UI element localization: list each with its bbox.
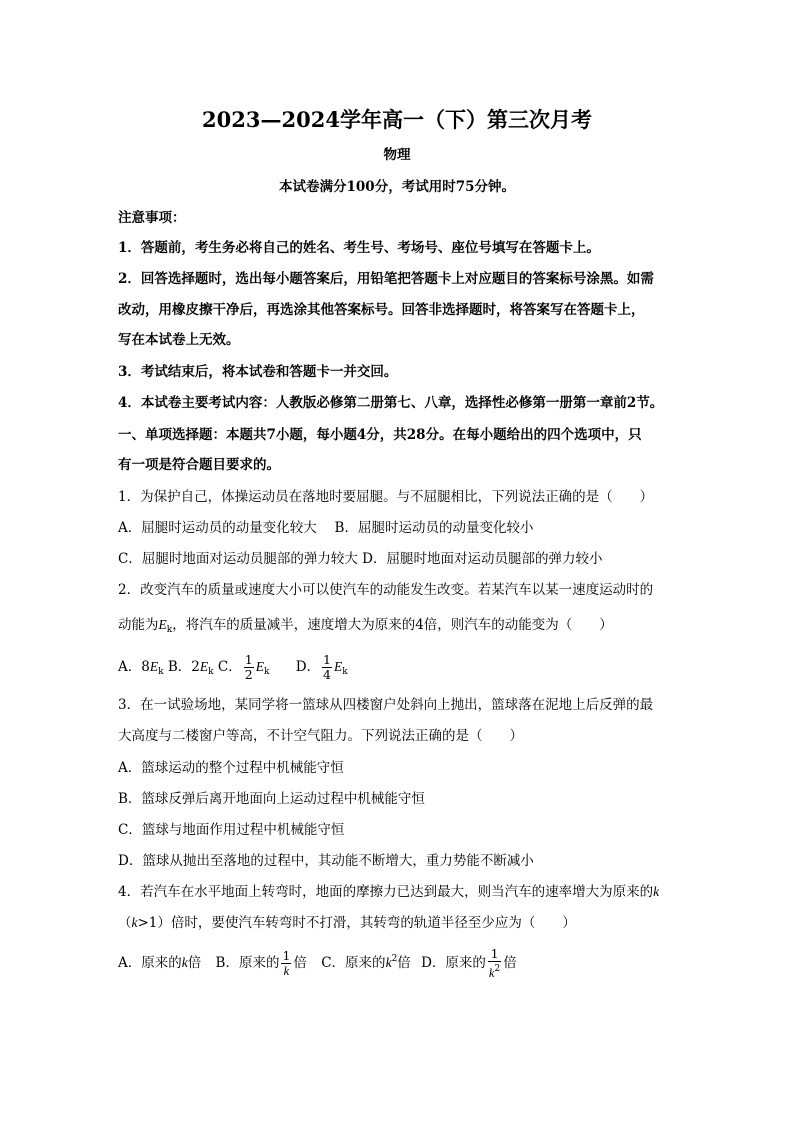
q3-option-a: A．篮球运动的整个过程中机械能守恒 — [118, 760, 344, 776]
instruction-2-line-2: 改动，用橡皮擦干净后，再选涂其他答案标号。回答非选择题时，将答案写在答题卡上， — [118, 302, 645, 318]
q4-condition-text: >1）倍时，要使汽车转弯时不打滑，其转弯的轨道半径至少应为（ ） — [137, 915, 576, 931]
q2-option-b-label: B． — [167, 659, 192, 675]
q4-stem-text: 4．若汽车在水平地面上转弯时，地面的摩擦力已达到最大，则当汽车的速率增大为原来的 — [118, 884, 654, 900]
q1-stem: 1．为保护自己，体操运动员在落地时要屈腿。与不屈腿相比，下列说法正确的是（ ） — [118, 489, 654, 505]
q2-option-c-fraction — [244, 653, 254, 682]
q4-option-c-k: k — [385, 955, 392, 970]
q4-k-symbol: k — [653, 884, 660, 899]
score-time-notice: 本试卷满分100分，考试用时75分钟。 — [279, 179, 515, 195]
ek-subscript: k — [166, 625, 173, 635]
q4-option-d-pre: D．原来的 — [421, 955, 486, 971]
q4-option-b-num: 1 — [282, 948, 291, 963]
q2-option-d-k: k — [342, 667, 348, 677]
section-1-heading-cont: 有一项是符合题目要求的。 — [118, 457, 280, 473]
instruction-2-line-3: 写在本试卷上无效。 — [118, 332, 240, 348]
q2-option-d-label: D． — [295, 659, 321, 675]
q4-option-b-fraction — [281, 949, 291, 978]
q4-option-a-post: 倍 — [187, 955, 202, 971]
q4-k-cond: k — [131, 915, 138, 930]
q4-option-d-exp: 2 — [494, 964, 501, 974]
q2-option-c-label: C． — [217, 659, 242, 675]
q4-option-d-num: 1 — [488, 947, 501, 962]
q2-stem-line-2 — [118, 616, 613, 639]
q2-option-a-e: E — [149, 659, 159, 674]
q4-open-paren: （ — [118, 915, 132, 931]
q2-option-c-num: 1 — [244, 652, 253, 667]
q4-option-b-den: k — [283, 964, 290, 978]
q2-option-d-e: E — [333, 659, 343, 674]
instruction-4: 4．本试卷主要考试内容：人教版必修第二册第七、八章，选择性必修第一册第一章前2节。 — [118, 395, 664, 411]
q3-option-c: C．篮球与地面作用过程中机械能守恒 — [118, 822, 345, 838]
q4-option-b-pre: B．原来的 — [215, 955, 280, 971]
q2-option-b-coef: 2 — [191, 659, 200, 675]
q2-stem-text-a: 动能为 — [118, 617, 159, 633]
subject-label: 物理 — [383, 147, 411, 163]
section-1-heading: 一、单项选择题：本题共7小题，每小题4分，共28分。在每小题给出的四个选项中，只 — [118, 427, 642, 443]
q2-option-c-den: 2 — [244, 667, 253, 682]
q4-stem-line-2 — [118, 914, 576, 932]
q4-option-b-post: 倍 — [293, 955, 307, 971]
exam-title: 2023—2024学年高一（下）第三次月考 — [202, 107, 592, 132]
q4-option-a-k: k — [181, 955, 188, 970]
q3-stem-line-1: 3．在一试验场地，某同学将一篮球从四楼窗户处斜向上抛出，篮球落在泥地上后反弹的最 — [118, 697, 654, 713]
q4-option-d-k: k — [488, 966, 495, 980]
q2-stem-line-1: 2．改变汽车的质量或速度大小可以使汽车的动能发生改变。若某汽车以某一速度运动时的 — [118, 582, 654, 598]
q2-option-a-coef: 8 — [141, 659, 150, 675]
instruction-3: 3．考试结束后，将本试卷和答题卡一并交回。 — [118, 364, 398, 380]
instruction-1: 1．答题前，考生务必将自己的姓名、考生号、考场号、座位号填写在答题卡上。 — [118, 240, 600, 256]
q4-option-d-den — [488, 962, 501, 980]
q2-option-c-k: k — [263, 667, 270, 677]
q1-options-cd: C．屈腿时地面对运动员腿部的弹力较大 D．屈腿时地面对运动员腿部的弹力较小 — [118, 551, 603, 567]
q2-option-d-num: 1 — [323, 652, 331, 667]
q1-options-ab: A．屈腿时运动员的动量变化较大 B．屈腿时运动员的动量变化较小 — [118, 520, 534, 536]
q4-option-d-fraction — [488, 947, 501, 980]
ek-symbol: E — [158, 617, 167, 632]
instructions-heading: 注意事项： — [118, 210, 186, 226]
q4-options — [118, 944, 517, 980]
instruction-2-line-1: 2．回答选择题时，选出每小题答案后，用铅笔把答题卡上对应题目的答案标号涂黑。如需 — [118, 271, 654, 287]
q2-option-a-label: A． — [118, 659, 142, 675]
q2-option-b-e: E — [199, 659, 209, 674]
q4-option-d-post: 倍 — [503, 955, 517, 971]
q3-stem-line-2: 大高度与二楼窗户等高，不计空气阻力。下列说法正确的是（ ） — [118, 728, 523, 744]
q2-option-d-den: 4 — [323, 667, 331, 682]
q2-options — [118, 652, 348, 687]
q3-option-d: D．篮球从抛出至落地的过程中，其动能不断增大，重力势能不断减小 — [118, 853, 534, 869]
q4-stem-line-1 — [118, 883, 659, 901]
q2-option-b-k: k — [208, 667, 214, 677]
q4-option-c-exp: 2 — [391, 954, 398, 964]
q4-option-c-post: 倍 — [397, 955, 411, 971]
q2-option-c-e: E — [255, 659, 264, 674]
q3-option-b: B．篮球反弹后离开地面向上运动过程中机械能守恒 — [118, 791, 425, 807]
q2-option-a-k: k — [158, 667, 164, 677]
q2-stem-text-b: ，将汽车的质量减半，速度增大为原来的4倍，则汽车的动能变为（ ） — [172, 617, 613, 633]
q4-option-c-pre: C．原来的 — [321, 955, 386, 971]
q4-option-a-pre: A．原来的 — [118, 955, 182, 971]
q2-option-d-fraction — [322, 653, 332, 682]
